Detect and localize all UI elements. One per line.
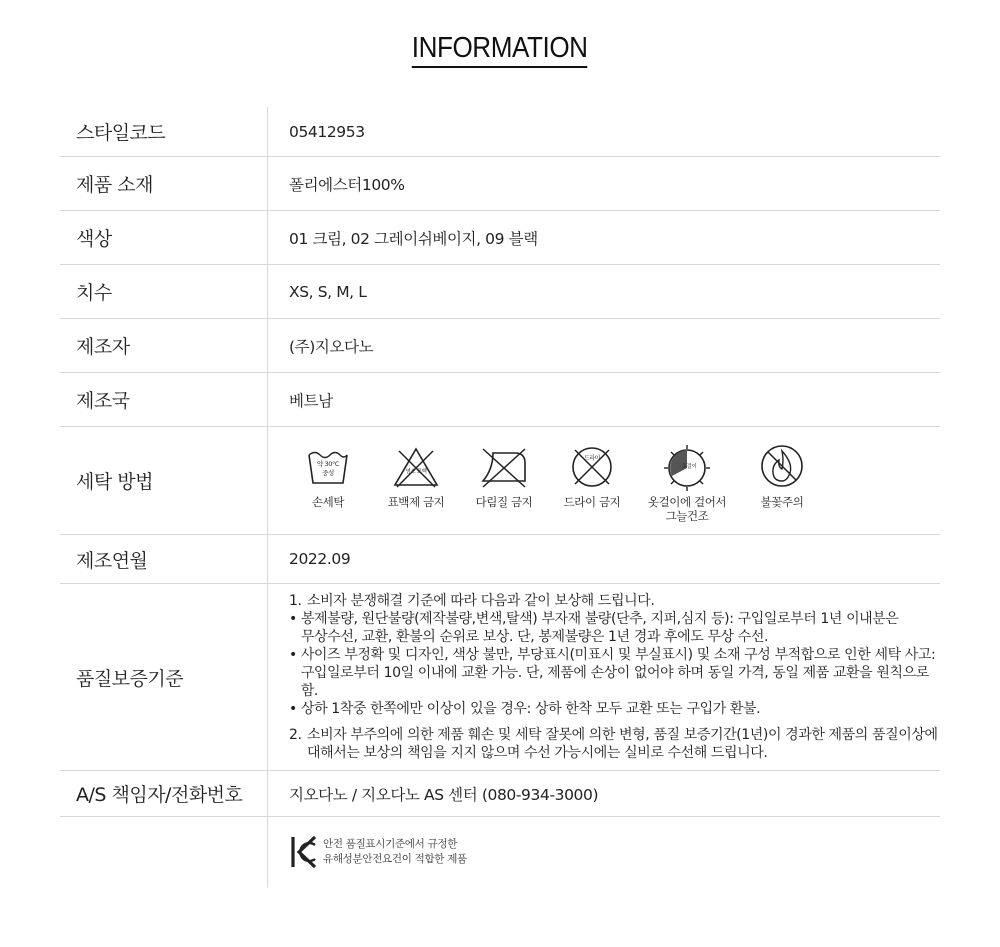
care-icons [289,439,831,523]
care-label-no-fire: 불꽃주의 [760,494,804,509]
row-color [60,211,940,265]
row-warranty [60,584,940,771]
bullet-dot: • [289,611,297,627]
care-item-no-fire [743,443,821,509]
hang-dry-text: 옷걸이 [681,463,697,470]
washing-value [268,427,940,534]
kc-text-line2: 유해성분안전요건이 적합한 제품 [323,853,467,865]
kc-text-line1: 안전 품질표시기준에서 규정한 [323,838,458,850]
warranty-item-2-line1: 소비자 부주의에 의한 제품 훼손 및 세탁 잘못에 의한 변형, 품질 보증기간(1년)이 경과한 제품의 품질이상에 [307,727,938,743]
washing-label: 세탁 방법 [60,427,268,534]
no-iron-icon [479,443,529,491]
row-material [60,157,940,211]
page-title: INFORMATION [412,30,588,68]
date-label: 제조연월 [60,535,268,583]
row-size [60,265,940,319]
country-value: 베트남 [289,391,333,410]
care-label-hang-dry-line1: 옷걸이에 걸어서 [647,494,727,509]
row-washing [60,427,940,535]
maker-value: (주)지오다노 [289,337,374,356]
row-date [60,535,940,584]
no-dry-clean-text: 드라이 [583,454,601,462]
country-label: 제조국 [60,373,268,426]
hang-dry-shade-icon [662,443,712,491]
row-as [60,771,940,817]
care-item-no-iron [465,443,543,509]
hand-wash-temp: 약 30°C [316,459,340,468]
care-item-hang-dry [641,443,733,523]
warranty-bullet-3-line1: 상하 1착중 한쪽에만 이상이 있을 경우: 상하 한착 모두 교환 또는 구입가 환불. [301,701,761,717]
row-style-code [60,107,940,157]
kc-text [323,837,467,867]
kc-label [60,817,268,887]
warranty-item-2-line2: 대해서는 보상의 책임을 지지 않으며 수선 가능시에는 실비로 수선해 드립니다. [307,745,768,761]
warranty-bullet-2 [289,646,940,700]
row-country [60,373,940,427]
care-item-no-dry-clean [553,443,631,509]
warranty-text [289,592,940,762]
care-label-no-iron: 다림질 금지 [475,494,533,509]
as-label: A/S 책임자/전화번호 [60,771,268,816]
warranty-item-1-text: 소비자 분쟁해결 기준에 따라 다음과 같이 보상해 드립니다. [307,593,655,609]
color-label: 색상 [60,211,268,264]
maker-label: 제조자 [60,319,268,372]
row-maker [60,319,940,373]
warranty-bullet-3 [289,700,940,718]
kc-certification-icon [289,833,319,871]
style-code-value: 05412953 [289,122,365,141]
warranty-bullet-1-line1: 봉제불량, 원단불량(제작불량,변색,탈색) 부자재 불량(단추, 지퍼,심지 등): 구입일로부터 1년 이내분은 [301,611,899,627]
no-bleach-text: 염소 표백 [405,468,427,475]
warranty-gap [289,718,940,726]
warranty-bullet-1-line2: 무상수선, 교환, 환불의 순위로 보상. 단, 봉제불량은 1년 경과 후에도 무상 수선. [301,629,769,645]
row-kc [60,817,940,887]
care-label-no-dry-clean: 드라이 금지 [563,494,621,509]
warranty-bullet-2-line2: 구입일로부터 10일 이내에 교환 가능. 단, 제품에 손상이 없어야 하며 동일 가격, 동일 제품 교환을 원칙으로 함. [300,665,929,699]
warranty-value [268,584,940,770]
title-wrap [0,30,1000,68]
size-value: XS, S, M, L [289,282,367,301]
care-label-hang-dry-line2: 그늘건조 [665,508,709,523]
warranty-item-2 [289,726,940,762]
no-dry-clean-icon [567,443,617,491]
hand-wash-icon [303,443,353,491]
care-label-hang-dry [648,495,726,523]
care-item-hand-wash [289,443,367,509]
no-fire-icon [757,443,807,491]
as-value: 지오다노 / 지오다노 AS 센터 (080-934-3000) [289,785,599,804]
no-bleach-icon [391,443,441,491]
material-value: 폴리에스터100% [289,175,405,194]
size-label: 치수 [60,265,268,318]
style-code-label: 스타일코드 [60,107,268,156]
care-label-hand-wash: 손세탁 [311,494,345,509]
kc-mark [289,833,467,871]
date-value: 2022.09 [289,550,351,568]
kc-value [268,817,940,887]
care-label-no-bleach: 표백제 금지 [387,494,445,509]
bullet-dot: • [289,647,297,663]
material-label: 제품 소재 [60,157,268,210]
warranty-num-2: 2. [289,727,302,743]
color-value: 01 크림, 02 그레이쉬베이지, 09 블랙 [289,229,538,248]
warranty-num-1: 1. [289,593,302,609]
warranty-item-1 [289,592,940,610]
hand-wash-detergent: 중성 [322,468,334,477]
info-table [60,107,940,887]
warranty-label: 품질보증기준 [60,584,268,770]
warranty-bullet-1 [289,610,940,646]
bullet-dot: • [289,701,297,717]
care-item-no-bleach [377,443,455,509]
warranty-bullet-2-line1: 사이즈 부정확 및 디자인, 색상 불만, 부당표시(미표시 및 부실표시) 및 소재 구성 부적합으로 인한 세탁 사고: [300,647,936,663]
